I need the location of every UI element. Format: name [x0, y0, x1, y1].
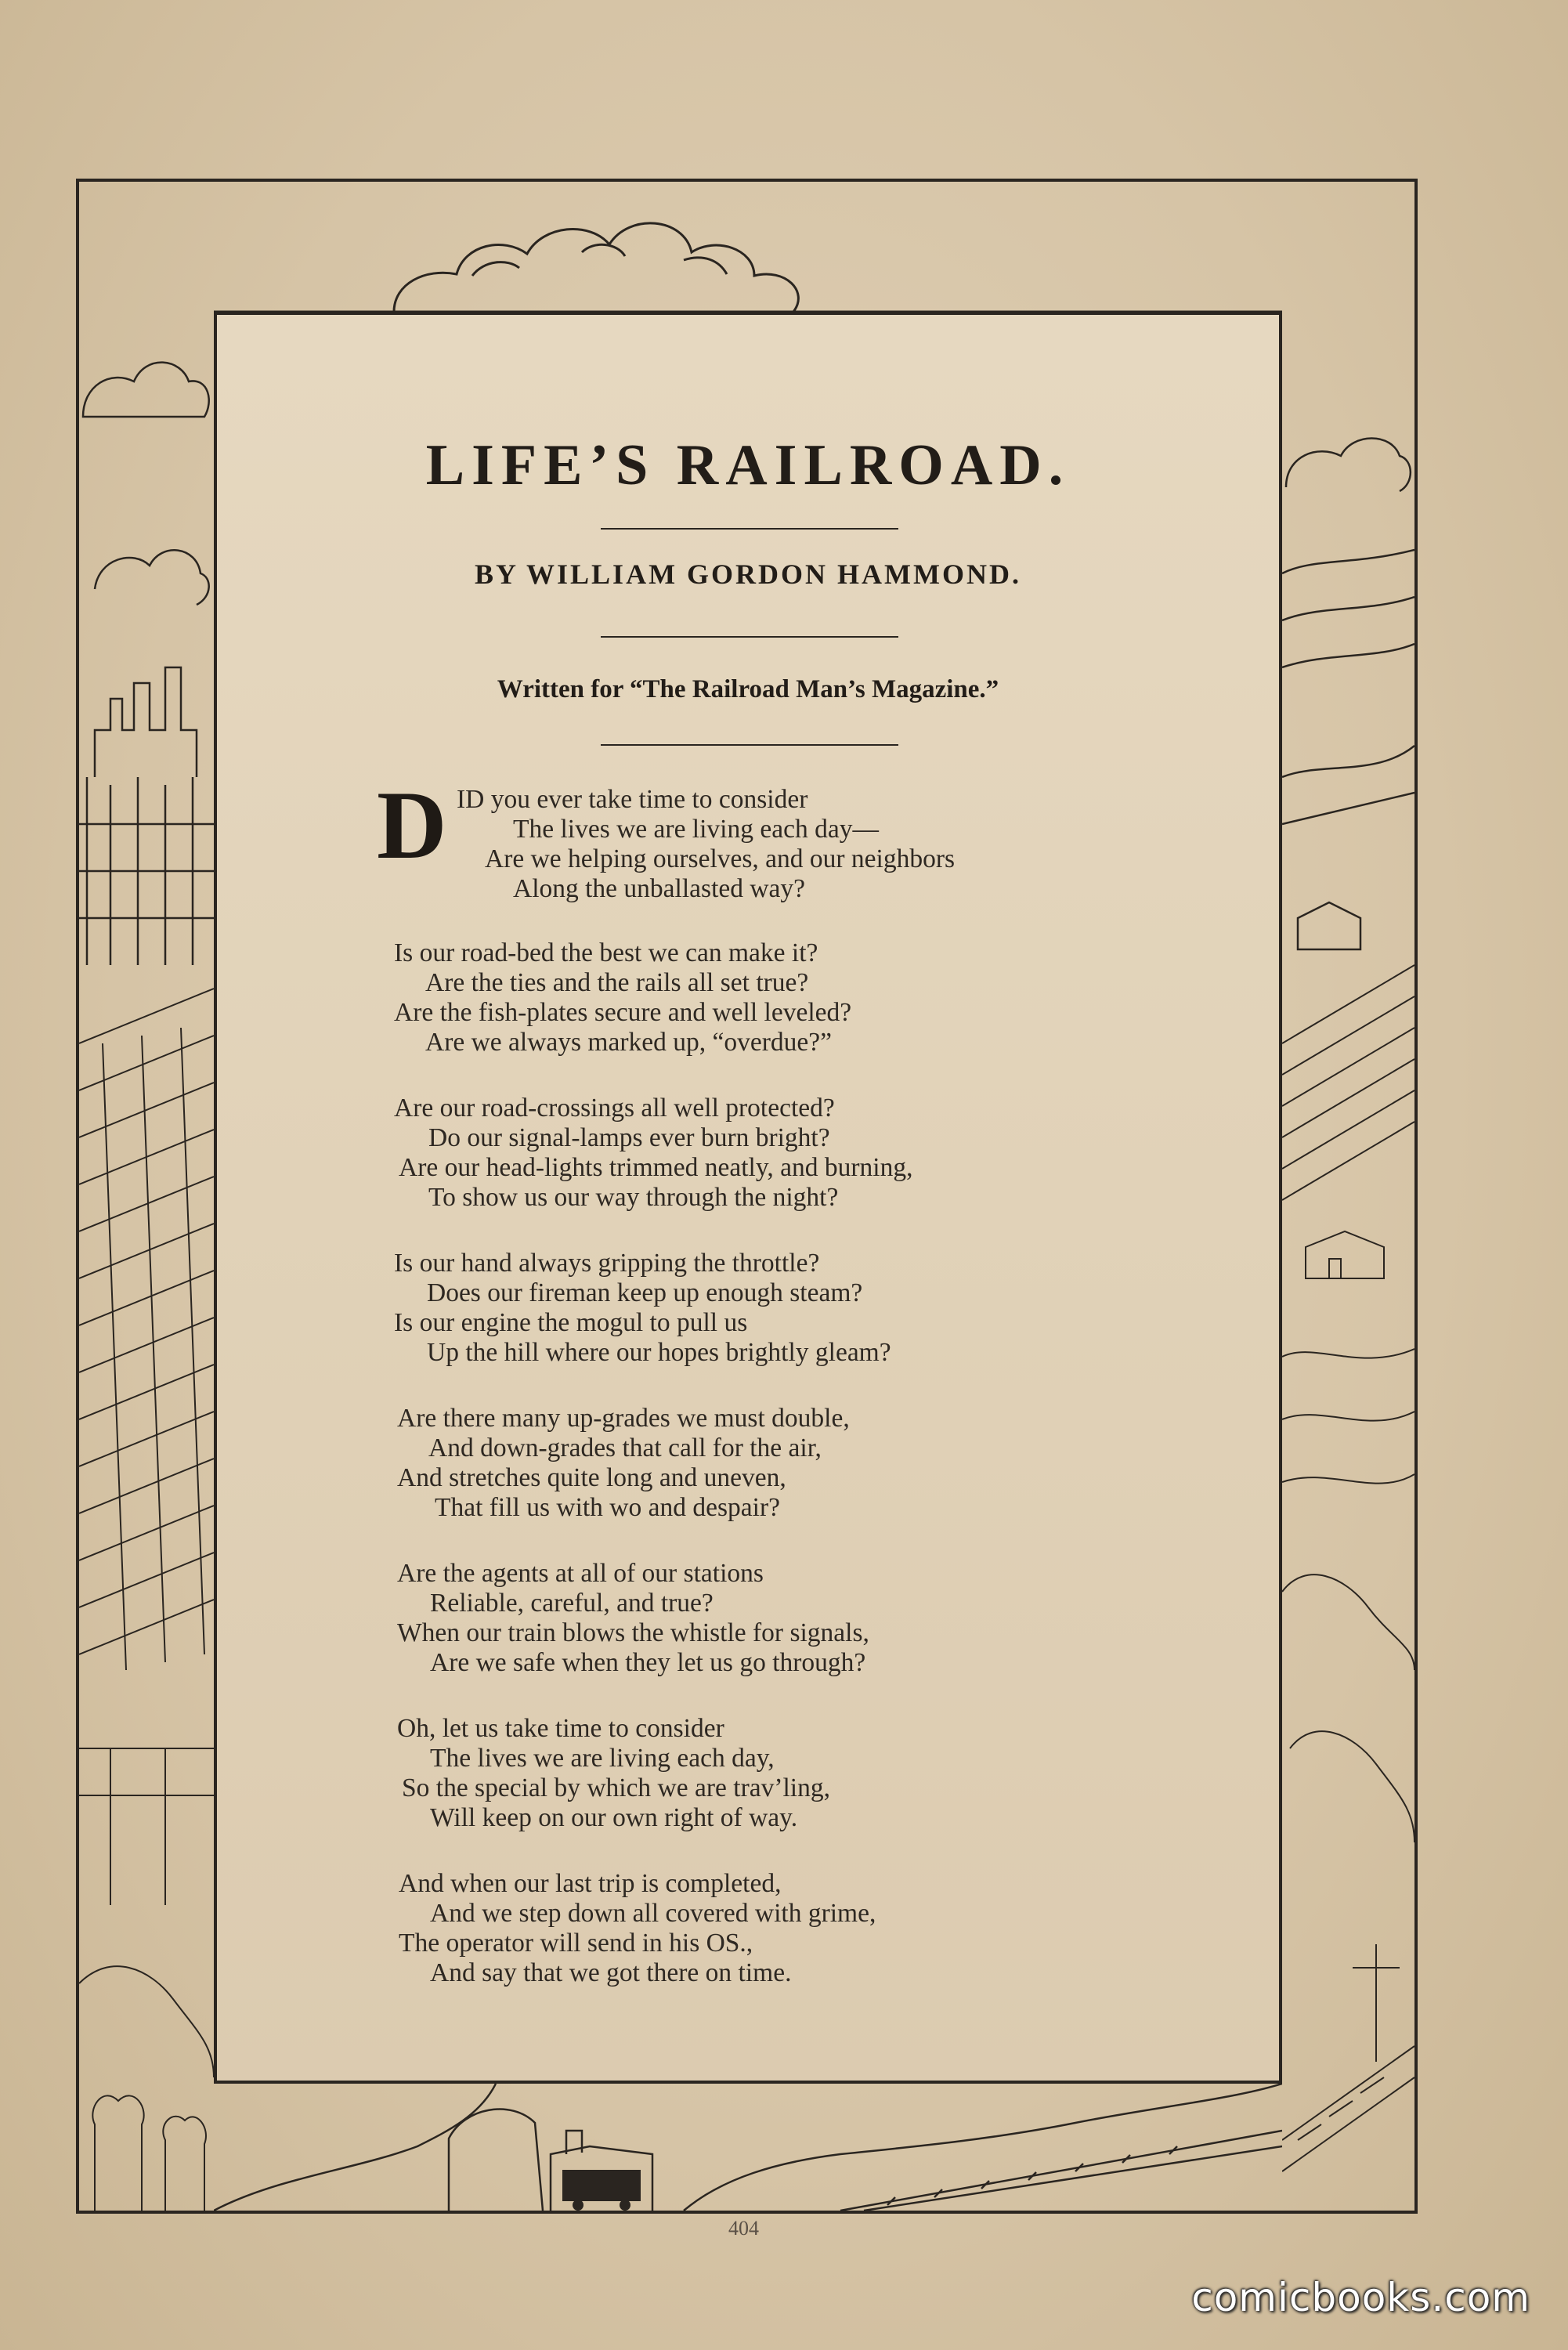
poem-line: Up the hill where our hopes brightly gleam?	[427, 1338, 891, 1367]
countryside-illustration	[1282, 182, 1414, 2211]
poem-line: Are we helping ourselves, and our neighbors	[485, 844, 956, 873]
poem-line: Is our road-bed the best we can make it?	[394, 938, 818, 967]
poem-line: Are there many up-grades we must double,	[397, 1404, 850, 1433]
city-railyard-illustration	[79, 182, 214, 2211]
poem-line: And down-grades that call for the air,	[428, 1434, 822, 1462]
poem-line: Are our road-crossings all well protected?	[394, 1094, 835, 1123]
page-title: LIFE’S RAILROAD.	[425, 433, 1071, 497]
poem-line: The lives we are living each day,	[430, 1744, 775, 1773]
poem-line: Are the agents at all of our stations	[397, 1559, 764, 1588]
poem-panel	[214, 312, 1282, 2084]
clouds-illustration-top	[214, 182, 1282, 312]
poem-line: Along the unballasted way?	[513, 874, 806, 903]
watermark: comicbooks.com	[1191, 2275, 1530, 2320]
poem-line: The lives we are living each day—	[513, 815, 879, 844]
poem-line: Will keep on our own right of way.	[430, 1803, 798, 1832]
train-landscape-illustration	[214, 2084, 1282, 2211]
poem-line: And say that we got there on time.	[430, 1958, 792, 1987]
poem-line: So the special by which we are trav’ling,	[402, 1773, 830, 1802]
subtitle: Written for “The Railroad Man’s Magazine.”	[497, 675, 999, 703]
divider	[601, 744, 898, 746]
poem-line: Is our engine the mogul to pull us	[394, 1308, 748, 1337]
page-number: 404	[728, 2217, 759, 2240]
poem-line: To show us our way through the night?	[428, 1183, 839, 1212]
poem-line: Reliable, careful, and true?	[430, 1589, 714, 1618]
poem-line: And we step down all covered with grime,	[430, 1899, 876, 1928]
poem-line: Oh, let us take time to consider	[397, 1714, 724, 1743]
drop-cap: D	[377, 772, 447, 879]
poem-line: When our train blows the whistle for signals,	[397, 1618, 869, 1647]
poem-line: And when our last trip is completed,	[399, 1869, 782, 1898]
byline: BY WILLIAM GORDON HAMMOND.	[475, 559, 1021, 590]
poem-line: Are the ties and the rails all set true?	[425, 968, 809, 997]
poem-line: Are we always marked up, “overdue?”	[425, 1028, 833, 1057]
poem-line: Do our signal-lamps ever burn bright?	[428, 1123, 830, 1152]
poem-line: Is our hand always gripping the throttle?	[394, 1249, 820, 1278]
poem-line: Are the fish-plates secure and well leveled?	[394, 998, 852, 1027]
poem-line: The operator will send in his OS.,	[399, 1929, 753, 1958]
poem-line: That fill us with wo and despair?	[435, 1493, 780, 1522]
poem-line: ID you ever take time to consider	[457, 785, 808, 814]
poem-line: And stretches quite long and uneven,	[397, 1463, 786, 1492]
poem-line: Are we safe when they let us go through?	[430, 1648, 866, 1677]
poem-line: Does our fireman keep up enough steam?	[427, 1278, 863, 1307]
divider	[601, 528, 898, 530]
divider	[601, 636, 898, 638]
poem-line: Are our head-lights trimmed neatly, and burning,	[399, 1153, 913, 1182]
